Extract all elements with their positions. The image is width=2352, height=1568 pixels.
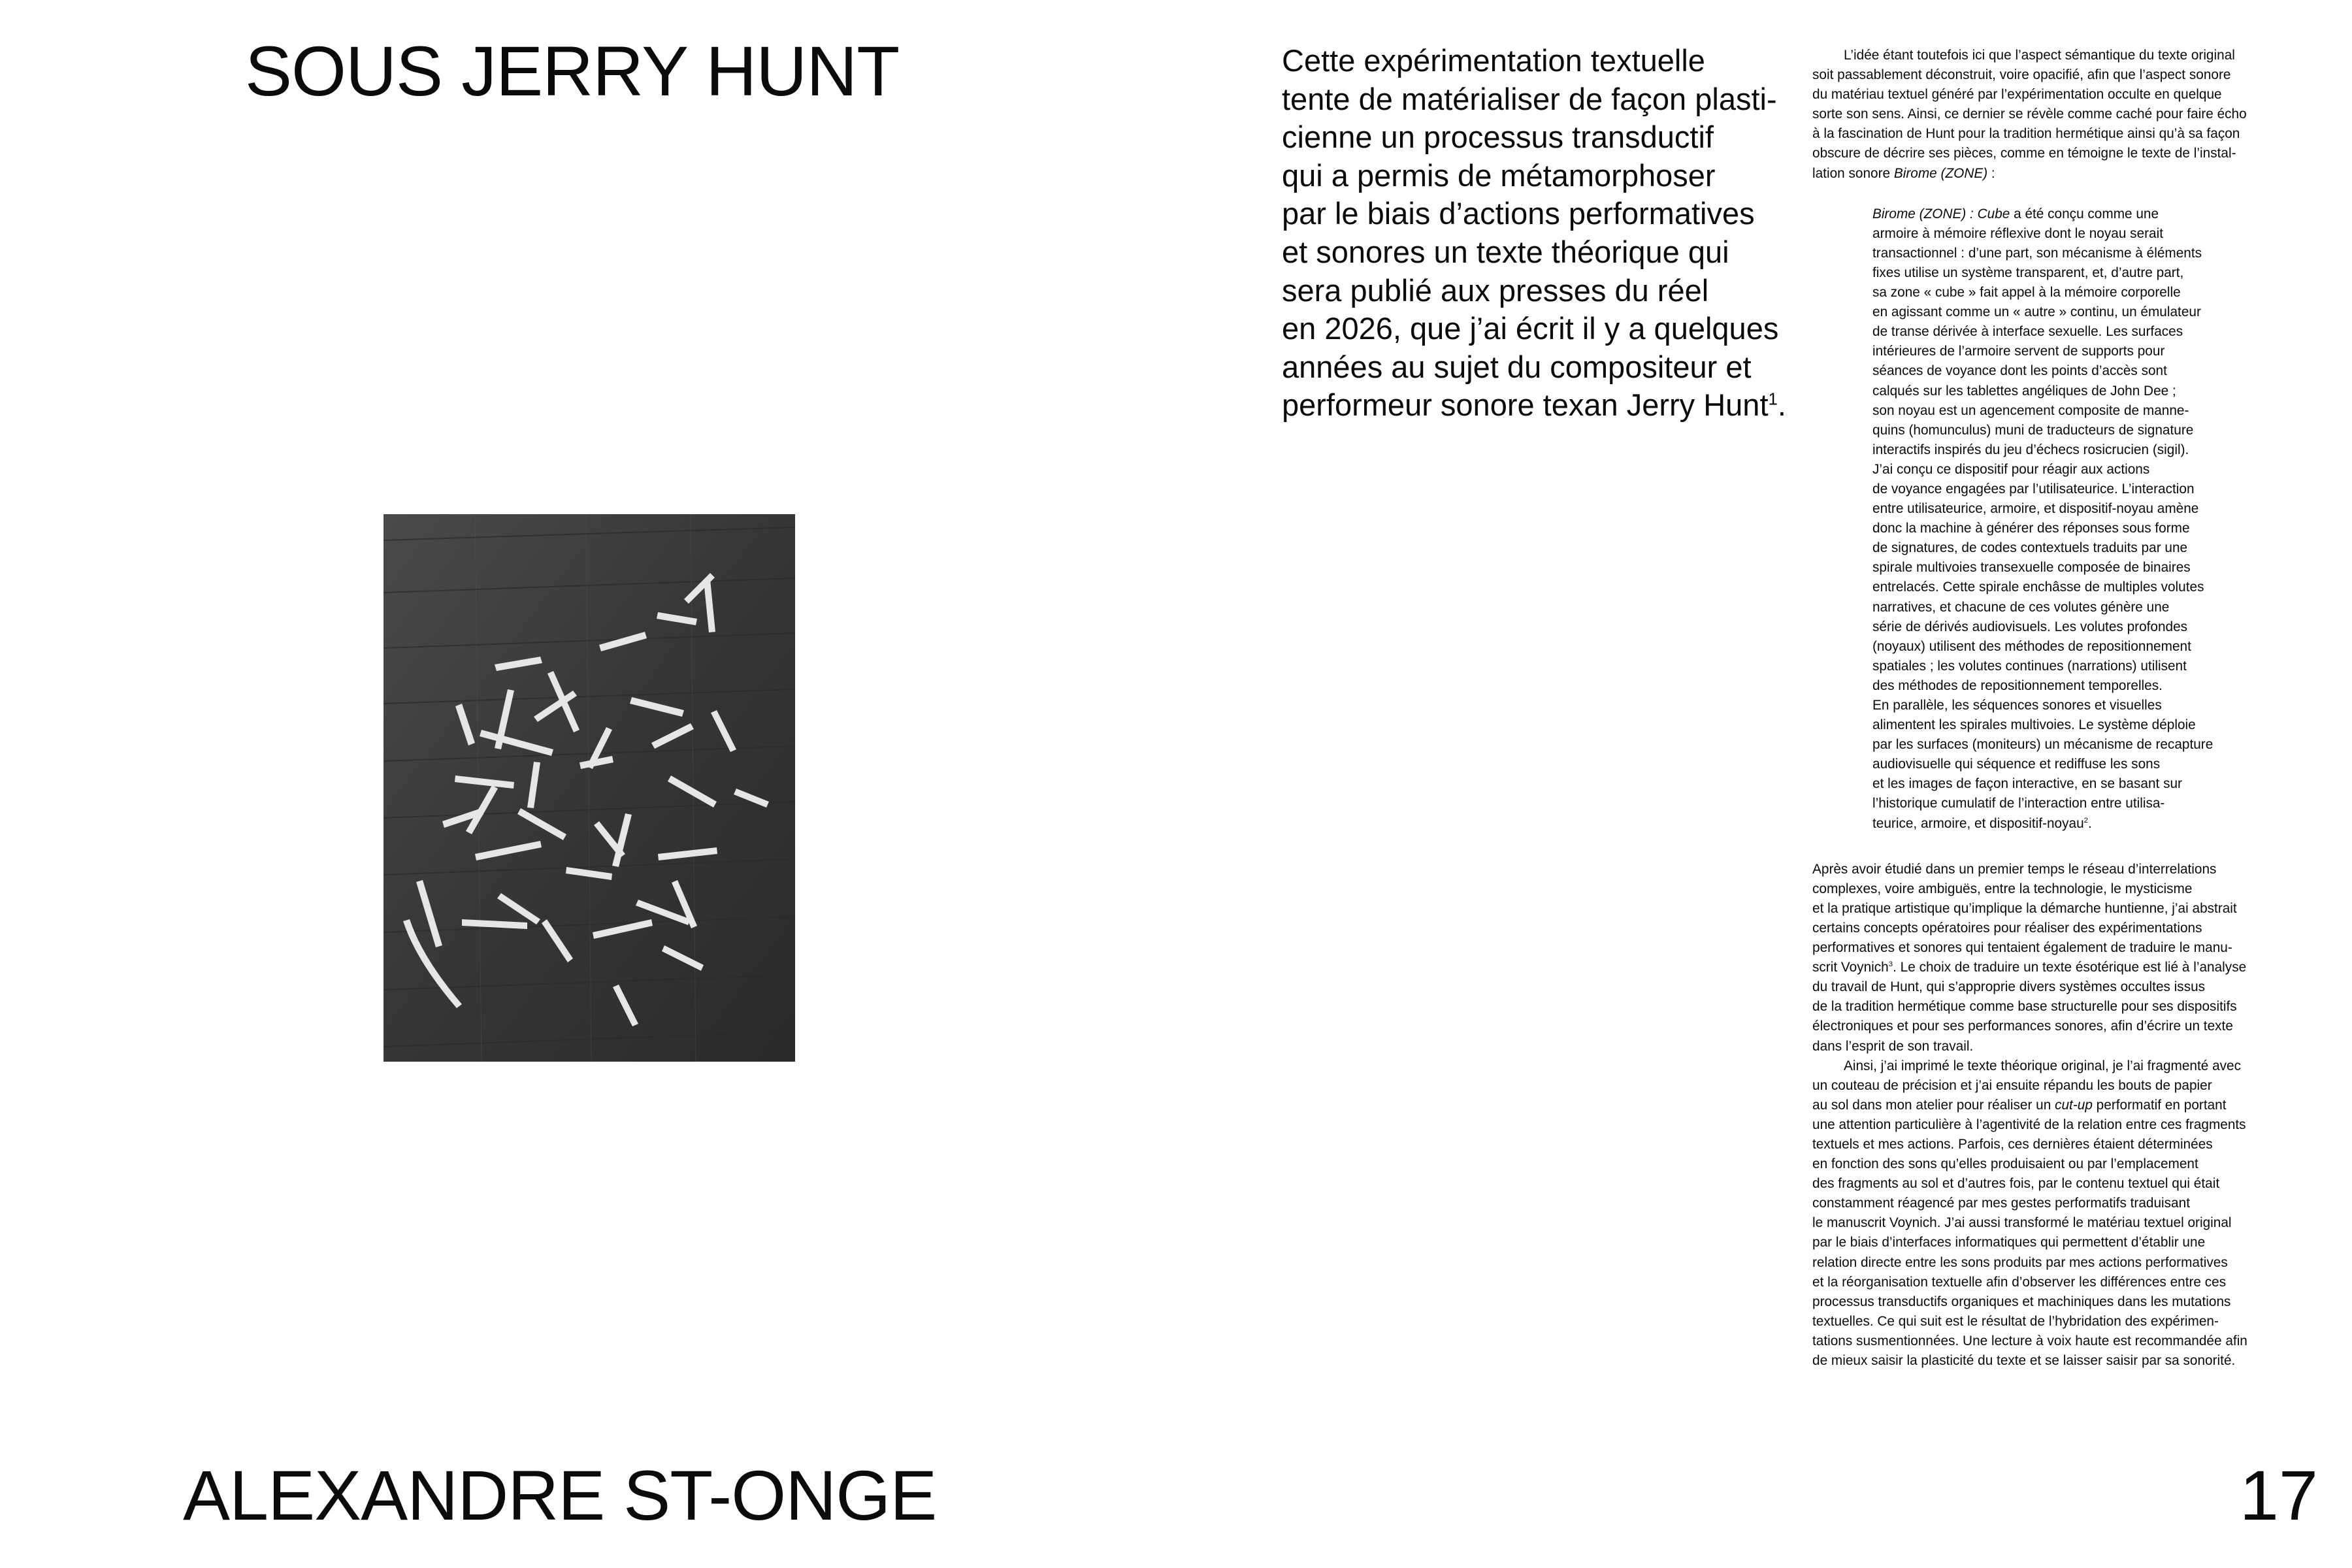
quote-line: (noyaux) utilisent des méthodes de repositionnement (1872, 638, 2191, 654)
text-line: textuels et mes actions. Parfois, ces dernières étaient déterminées (1812, 1136, 2213, 1152)
paragraph-1-cont (1812, 65, 2322, 184)
intro-line: Cette expérimentation textuelle (1282, 43, 1705, 78)
page-title: SOUS JERRY HUNT (245, 31, 900, 110)
text-line: de mieux saisir la plasticité du texte et se laisser saisir par sa sonorité. (1812, 1353, 2236, 1368)
photo-art (384, 514, 795, 1062)
quote-line: En parallèle, les séquences sonores et visuelles (1872, 698, 2162, 713)
quote-line: intérieures de l’armoire servent de supports pour (1872, 344, 2165, 359)
text-line (1812, 1096, 2322, 1115)
text-line: et la pratique artistique qu’implique la démarche huntienne, j’ai abstrait (1812, 900, 2237, 916)
text: au sol dans mon atelier pour réaliser un (1812, 1097, 2055, 1113)
text: lation sonore (1812, 165, 1894, 181)
paragraph-1 (1812, 46, 2322, 65)
intro-line: tente de matérialiser de façon plasti- (1282, 81, 1777, 116)
text-line: à la fascination de Hunt pour la tradition hermétique ainsi qu’à sa façon (1812, 126, 2240, 142)
intro-text: performeur sonore texan Jerry Hunt (1282, 387, 1769, 423)
text-line: de la tradition hermétique comme base structurelle pour ses dispositifs (1812, 999, 2237, 1015)
text-line: L’idée étant toutefois ici que l’aspect sémantique du texte original (1844, 48, 2235, 63)
quote-line: spirale multivoies transexuelle composée de binaires (1872, 560, 2191, 576)
text-line: constamment réagencé par mes gestes performatifs traduisant (1812, 1196, 2190, 1211)
quote-line: entrelacés. Cette spirale enchâsse de multiples volutes (1872, 580, 2204, 595)
footnote-ref: 2 (2083, 816, 2089, 825)
quote-line: interactifs inspirés du jeu d’échecs rosicrucien (sigil). (1872, 442, 2189, 457)
italic-term: cut-up (2055, 1097, 2093, 1113)
quote-line: audiovisuelle qui séquence et rediffuse les sons (1872, 757, 2161, 772)
text: . (2088, 815, 2092, 831)
text: teurice, armoire, et dispositif-noyau (1872, 815, 2084, 831)
quote-line: séances de voyance dont les points d’accès sont (1872, 363, 2167, 379)
text-line (1812, 958, 2322, 977)
intro-line: par le biais d’actions performatives (1282, 196, 1755, 231)
quote-line: alimentent les spirales multivoies. Le système déploie (1872, 717, 2196, 733)
text-line: une attention particulière à l’agentivité de la relation entre ces fragments (1812, 1117, 2246, 1132)
text-line: Ainsi, j’ai imprimé le texte théorique original, je l’ai fragmenté avec (1844, 1058, 2242, 1073)
quote-line: par les surfaces (moniteurs) un mécanisme de recapture (1872, 737, 2213, 753)
quote-line: de transe dérivée à interface sexuelle. Les surfaces (1872, 324, 2183, 340)
text-line: obscure de décrire ses pièces, comme en témoigne le texte de l’instal- (1812, 146, 2236, 161)
author-name: ALEXANDRE ST-ONGE (183, 1456, 937, 1535)
text-line: le manuscrit Voynich. J’ai aussi transformé le matériau textuel original (1812, 1215, 2232, 1231)
text-line: tations susmentionnées. Une lecture à voix haute est recommandée afin (1812, 1333, 2247, 1348)
quote-line: série de dérivés audiovisuels. Les volutes profondes (1872, 619, 2188, 634)
shredded-paper-photo (384, 514, 795, 1062)
intro-line: sera publié aux presses du réel (1282, 272, 1709, 308)
quote-line: calqués sur les tablettes angéliques de John Dee ; (1872, 383, 2176, 399)
text-line: et la réorganisation textuelle afin d’observer les différences entre ces (1812, 1274, 2227, 1290)
block-quote (1812, 204, 2322, 834)
text: . Le choix de traduire un texte ésotérique est lié à l’analyse (1893, 960, 2247, 975)
text-line: sorte son sens. Ainsi, ce dernier se révèle comme caché pour faire écho (1812, 106, 2247, 122)
quote-line: des méthodes de repositionnement temporelles. (1872, 678, 2163, 693)
quote-line: sa zone « cube » fait appel à la mémoire corporelle (1872, 285, 2181, 301)
quote-line (1872, 204, 2322, 224)
quote-line: spatiales ; les volutes continues (narrations) utilisent (1872, 658, 2187, 674)
quote-line: et les images de façon interactive, en se basant sur (1872, 776, 2182, 792)
text-line: du travail de Hunt, qui s’approprie divers systèmes occultes issus (1812, 979, 2206, 995)
quote-line: fixes utilise un système transparent, et, d’autre part, (1872, 265, 2184, 280)
text-line: électroniques et pour ses performances sonores, afin d’écrire un texte (1812, 1019, 2233, 1034)
intro-paragraph (1282, 42, 1818, 425)
italic-title: Birome (ZONE) : Cube (1872, 206, 2010, 221)
quote-line (1872, 814, 2322, 834)
text-line: soit passablement déconstruit, voire opacifié, afin que l’aspect sonore (1812, 67, 2231, 83)
quote-line: J’ai conçu ce dispositif pour réagir aux actions (1872, 461, 2150, 477)
text-line: complexes, voire ambiguës, entre la technologie, le mysticisme (1812, 881, 2193, 896)
text-line: processus transductifs organiques et machiniques dans les mutations (1812, 1294, 2231, 1309)
quote-line: narratives, et chacune de ces volutes génère une (1872, 599, 2170, 615)
text: scrit Voynich (1812, 960, 1889, 975)
text-line: par le biais d’interfaces informatiques qui permettent d’établir une (1812, 1235, 2206, 1250)
quote-line: donc la machine à générer des réponses sous forme (1872, 521, 2190, 536)
text-line: un couteau de précision et j’ai ensuite répandu les bouts de papier (1812, 1077, 2212, 1093)
intro-line-last (1282, 386, 1818, 425)
quote-line: de voyance engagées par l’utilisateurice. L’interaction (1872, 481, 2195, 497)
intro-end: . (1777, 387, 1786, 423)
italic-title: Birome (ZONE) (1893, 165, 1988, 181)
intro-line: en 2026, que j’ai écrit il y a quelques (1282, 311, 1779, 346)
quote-line: l’historique cumulatif de l’interaction entre utilisa- (1872, 796, 2165, 811)
text-line: performatives et sonores qui tentaient également de traduire le manu- (1812, 940, 2232, 956)
text-line: textuelles. Ce qui suit est le résultat de l’hybridation des expérimen- (1812, 1313, 2219, 1329)
text-line: certains concepts opératoires pour réaliser des expérimentations (1812, 920, 2202, 936)
body-column (1812, 46, 2322, 1371)
text-line: en fonction des sons qu’elles produisaient ou par l’emplacement (1812, 1156, 2198, 1172)
footnote-ref: 3 (1888, 960, 1893, 969)
paragraph-2 (1812, 860, 2322, 1056)
intro-line: années au sujet du compositeur et (1282, 349, 1752, 384)
text-line: Après avoir étudié dans un premier temps le réseau d’interrelations (1812, 861, 2217, 877)
text: a été conçu comme une (2010, 206, 2159, 221)
text-line (1812, 164, 2322, 184)
quote-line: entre utilisateurice, armoire, et dispositif-noyau amène (1872, 501, 2199, 517)
intro-line: cienne un processus transductif (1282, 120, 1714, 155)
intro-line: qui a permis de métamorphoser (1282, 157, 1716, 193)
quote-line: armoire à mémoire réflexive dont le noyau serait (1872, 225, 2164, 241)
quote-line: son noyau est un agencement composite de manne- (1872, 402, 2189, 418)
quote-line: de signatures, de codes contextuels traduits par une (1872, 540, 2188, 556)
text-line: relation directe entre les sons produits par mes actions performatives (1812, 1254, 2228, 1270)
paragraph-3 (1812, 1056, 2322, 1371)
intro-line: et sonores un texte théorique qui (1282, 234, 1729, 269)
text: performatif en portant (2092, 1097, 2227, 1113)
footnote-ref: 1 (1768, 390, 1778, 409)
text-line: du matériau textuel généré par l’expérimentation occulte en quelque (1812, 87, 2222, 103)
text-line: dans l’esprit de son travail. (1812, 1038, 1974, 1054)
quote-line: transactionnel : d’une part, son mécanisme à éléments (1872, 245, 2202, 261)
text-line: des fragments au sol et d’autres fois, par le contenu textuel qui était (1812, 1176, 2220, 1192)
quote-line: en agissant comme un « autre » continu, un émulateur (1872, 304, 2201, 320)
text: : (1987, 165, 1995, 181)
page-number: 17 (2239, 1456, 2318, 1535)
quote-line: quins (homunculus) muni de traducteurs de signature (1872, 422, 2194, 438)
